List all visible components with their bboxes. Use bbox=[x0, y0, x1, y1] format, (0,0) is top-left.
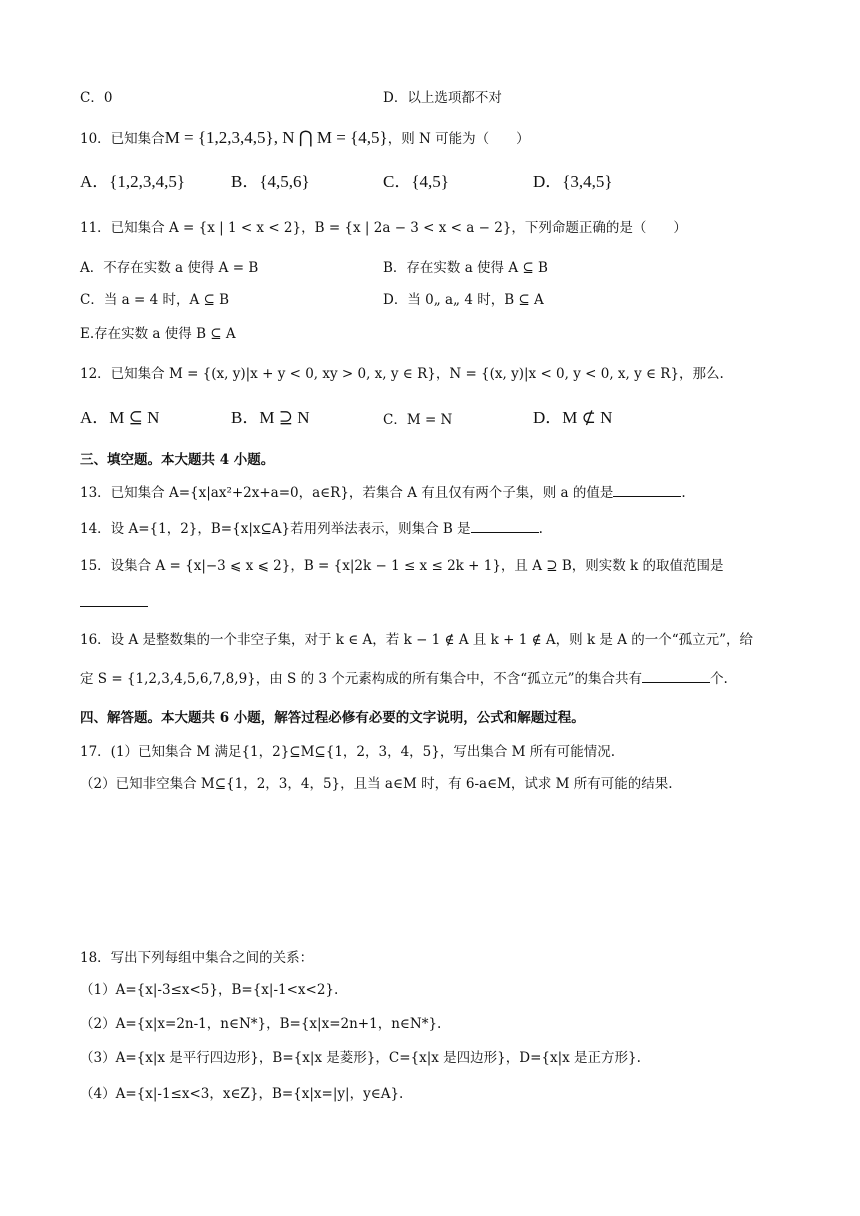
q10-option-b: B．{4,5,6} bbox=[231, 172, 310, 191]
q12-option-b: B．M ⊇ N bbox=[231, 408, 310, 427]
q14-end: . bbox=[538, 521, 543, 537]
q10-option-a: A．{1,2,3,4,5} bbox=[80, 172, 186, 191]
q12-stem: 12．已知集合 M = {(x, y)|x + y < 0, xy > 0, x, y ∈ R}，N = {(x, y)|x < 0, y < 0, x, y ∈ R}，那么. bbox=[80, 366, 724, 382]
q10-stem-suffix: ，则 N 可能为（ ） bbox=[387, 131, 530, 147]
q15-text: 15．设集合 A = {x|−3 ⩽ x ⩽ 2}，B = {x|2k − 1 ≤ x ≤ 2k + 1}，且 A ⊇ B，则实数 k 的取值范围是 bbox=[80, 558, 724, 574]
q10-option-c: C．{4,5} bbox=[383, 172, 449, 191]
q10-stem bbox=[80, 128, 530, 149]
q16-end: 个. bbox=[710, 671, 728, 687]
q14-text: 14．设 A={1，2}，B={x|x⊆A}若用列举法表示，则集合 B 是 bbox=[80, 521, 471, 537]
q9-option-d: D．以上选项都不对 bbox=[383, 90, 502, 106]
q18-stem: 18．写出下列每组中集合之间的关系： bbox=[80, 950, 314, 966]
q16-text: 定 S = {1,2,3,4,5,6,7,8,9}，由 S 的 3 个元素构成的所有集合中，不含“孤立元”的集合共有 bbox=[80, 671, 643, 687]
q10-stem-prefix: 10．已知集合 bbox=[80, 131, 165, 147]
q13-end: . bbox=[681, 485, 686, 501]
q18-part-2: （2）A={x|x=2n-1，n∈N*}，B={x|x=2n+1，n∈N*}. bbox=[80, 1016, 442, 1032]
q11-stem: 11．已知集合 A = {x | 1 < x < 2}，B = {x | 2a − 3 < x < a − 2}，下列命题正确的是（ ） bbox=[80, 220, 687, 236]
q17-part-2: （2）已知非空集合 M⊆{1，2，3，4，5}，且当 a∈M 时，有 6-a∈M，试求 M 所有可能的结果. bbox=[80, 776, 673, 792]
q14 bbox=[80, 518, 543, 539]
q10-option-d: D．{3,4,5} bbox=[533, 172, 613, 191]
section-4-heading: 四、解答题。本大题共 6 小题，解答过程必修有必要的文字说明，公式和解题过程。 bbox=[80, 710, 585, 726]
q11-option-a: A．不存在实数 a 使得 A = B bbox=[80, 260, 259, 276]
q11-option-e: E.存在实数 a 使得 B ⊆ A bbox=[80, 326, 236, 342]
q11-option-d: D．当 0„ a„ 4 时，B ⊆ A bbox=[383, 292, 544, 308]
q13 bbox=[80, 482, 686, 503]
q12-option-a: A．M ⊆ N bbox=[80, 408, 160, 427]
q17-part-1: 17．(1）已知集合 M 满足{1，2}⊆M⊆{1，2，3，4，5}，写出集合 M 所有可能情况. bbox=[80, 744, 616, 760]
q18-part-4: （4）A={x|-1≤x<3，x∈Z}，B={x|x=|y|，y∈A}. bbox=[80, 1086, 404, 1102]
q12-option-d: D．M ⊄ N bbox=[533, 408, 613, 427]
q16-line-2 bbox=[80, 668, 728, 689]
q11-option-b: B．存在实数 a 使得 A ⊆ B bbox=[383, 260, 548, 276]
q11-option-c: C．当 a = 4 时，A ⊆ B bbox=[80, 292, 230, 308]
q18-part-3: （3）A={x|x 是平行四边形}，B={x|x 是菱形}，C={x|x 是四边形}，D={x|x 是正方形}. bbox=[80, 1050, 641, 1066]
q9-option-c: C．0 bbox=[80, 90, 113, 106]
q15-answer-blank bbox=[80, 592, 148, 613]
q16-line-1: 16．设 A 是整数集的一个非空子集，对于 k ∈ A，若 k − 1 ∉ A 且 k + 1 ∉ A，则 k 是 A 的一个“孤立元”，给 bbox=[80, 632, 754, 648]
q14-answer-blank bbox=[471, 518, 539, 533]
q13-answer-blank bbox=[613, 482, 681, 497]
q16-answer-blank bbox=[642, 668, 710, 683]
q13-text: 13．已知集合 A={x|ax²+2x+a=0，a∈R}，若集合 A 有且仅有两个子集，则 a 的值是 bbox=[80, 485, 614, 501]
section-3-heading: 三、填空题。本大题共 4 小题。 bbox=[80, 452, 275, 468]
q10-stem-math: M = {1,2,3,4,5}, N ⋂ M = {4,5} bbox=[164, 128, 388, 147]
q18-part-1: （1）A={x|-3≤x<5}，B={x|-1<x<2}. bbox=[80, 982, 339, 998]
q12-option-c: C．M = N bbox=[383, 412, 453, 428]
